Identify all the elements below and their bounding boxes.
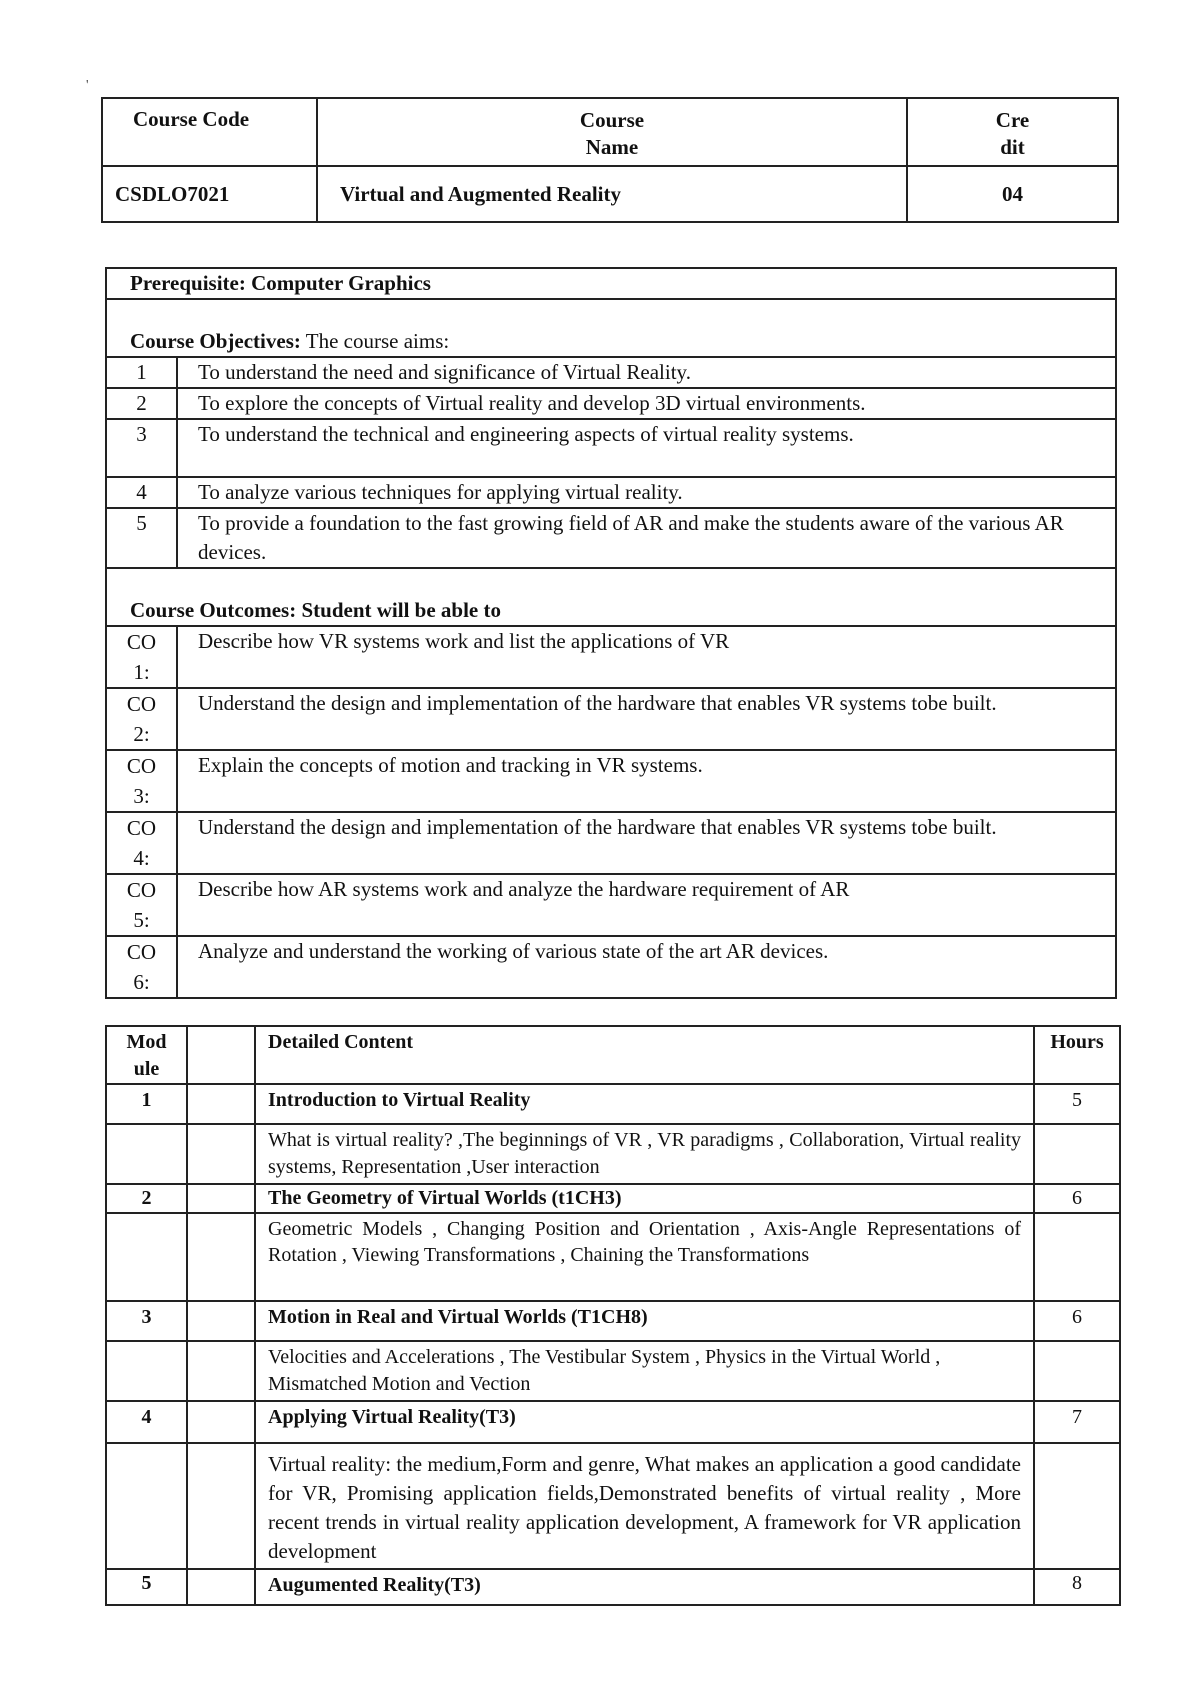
module-title-row [106, 1184, 1120, 1213]
module-header: Mod ule [106, 1026, 187, 1084]
objective-text: To provide a foundation to the fast growing field of AR and make the students aware of the various AR devices. [177, 508, 1116, 568]
objective-row [106, 419, 1116, 477]
module-content: Geometric Models , Changing Position and Orientation , Axis-Angle Representations of Rotation , Viewing Transformations , Chaining the Transformations [255, 1213, 1034, 1301]
content-header: Detailed Content [255, 1026, 1034, 1084]
blank-cell [187, 1443, 255, 1569]
course-code-header: Course Code [102, 98, 317, 166]
outcome-label: CO 5: [106, 874, 177, 936]
outcome-row [106, 936, 1116, 998]
module-hours: 6 [1034, 1301, 1120, 1341]
module-content: What is virtual reality? ,The beginnings of VR , VR paradigms , Collaboration, Virtual reality systems, Representation ,User interaction [255, 1124, 1034, 1184]
module-number: 5 [106, 1569, 187, 1605]
course-table [101, 97, 1119, 223]
outcome-row [106, 750, 1116, 812]
module-title: Augumented Reality(T3) [255, 1569, 1034, 1605]
module-hours: 6 [1034, 1184, 1120, 1213]
page-mark: ' [86, 78, 89, 93]
objective-text: To explore the concepts of Virtual reality and develop 3D virtual environments. [177, 388, 1116, 419]
blank-cell [106, 1213, 187, 1301]
outcome-row [106, 626, 1116, 688]
blank-cell [187, 1213, 255, 1301]
blank-cell [1034, 1341, 1120, 1401]
objective-number: 3 [106, 419, 177, 477]
course-code-value: CSDLO7021 [102, 166, 317, 222]
module-content: Velocities and Accelerations , The Vestibular System , Physics in the Virtual World , Mismatched Motion and Vection [255, 1341, 1034, 1401]
objective-row [106, 388, 1116, 419]
blank-cell [1034, 1213, 1120, 1301]
outcome-row [106, 688, 1116, 750]
outcome-text: Describe how AR systems work and analyze the hardware requirement of AR [177, 874, 1116, 936]
outcome-label: CO 1: [106, 626, 177, 688]
outcome-label: CO 2: [106, 688, 177, 750]
modules-table [105, 1025, 1121, 1606]
module-title-row [106, 1569, 1120, 1605]
outcome-text: Explain the concepts of motion and tracking in VR systems. [177, 750, 1116, 812]
blank-cell [187, 1124, 255, 1184]
module-title: The Geometry of Virtual Worlds (t1CH3) [255, 1184, 1034, 1213]
outcome-label: CO 3: [106, 750, 177, 812]
module-title-row [106, 1084, 1120, 1124]
module-content-row [106, 1341, 1120, 1401]
objective-row [106, 508, 1116, 568]
outcomes-heading: Course Outcomes: Student will be able to [106, 568, 1116, 626]
blank-column-header [187, 1026, 255, 1084]
objectives-outcomes-table [105, 267, 1117, 999]
module-hours: 8 [1034, 1569, 1120, 1605]
module-content-row [106, 1213, 1120, 1301]
module-title: Introduction to Virtual Reality [255, 1084, 1034, 1124]
blank-cell [187, 1569, 255, 1605]
module-number: 2 [106, 1184, 187, 1213]
hours-header: Hours [1034, 1026, 1120, 1084]
objective-number: 2 [106, 388, 177, 419]
blank-cell [106, 1341, 187, 1401]
outcomes-heading-row [106, 568, 1116, 626]
module-content-row [106, 1443, 1120, 1569]
credit-value: 04 [907, 166, 1118, 222]
prerequisite-row [106, 268, 1116, 299]
blank-cell [106, 1443, 187, 1569]
module-title: Motion in Real and Virtual Worlds (T1CH8) [255, 1301, 1034, 1341]
objective-number: 5 [106, 508, 177, 568]
objective-number: 4 [106, 477, 177, 508]
modules-header-row [106, 1026, 1120, 1084]
blank-cell [106, 1124, 187, 1184]
objectives-heading: Course Objectives: The course aims: [106, 299, 1116, 357]
module-hours: 5 [1034, 1084, 1120, 1124]
objective-row [106, 477, 1116, 508]
module-number: 4 [106, 1401, 187, 1443]
blank-cell [1034, 1443, 1120, 1569]
objective-text: To analyze various techniques for applying virtual reality. [177, 477, 1116, 508]
course-value-row [102, 166, 1118, 222]
course-header-row [102, 98, 1118, 166]
outcome-text: Analyze and understand the working of various state of the art AR devices. [177, 936, 1116, 998]
module-number: 1 [106, 1084, 187, 1124]
module-title-row [106, 1301, 1120, 1341]
objective-text: To understand the need and significance of Virtual Reality. [177, 357, 1116, 388]
module-title: Applying Virtual Reality(T3) [255, 1401, 1034, 1443]
outcome-text: Describe how VR systems work and list the applications of VR [177, 626, 1116, 688]
module-hours: 7 [1034, 1401, 1120, 1443]
objective-row [106, 357, 1116, 388]
module-content-row [106, 1124, 1120, 1184]
outcome-label: CO 6: [106, 936, 177, 998]
objective-number: 1 [106, 357, 177, 388]
blank-cell [187, 1301, 255, 1341]
objective-text: To understand the technical and engineering aspects of virtual reality systems. [177, 419, 1116, 477]
outcome-label: CO 4: [106, 812, 177, 874]
course-name-header: Course Name [317, 98, 907, 166]
outcome-text: Understand the design and implementation of the hardware that enables VR systems tobe built. [177, 688, 1116, 750]
prerequisite: Prerequisite: Computer Graphics [106, 268, 1116, 299]
module-number: 3 [106, 1301, 187, 1341]
module-title-row [106, 1401, 1120, 1443]
blank-cell [1034, 1124, 1120, 1184]
outcome-text: Understand the design and implementation of the hardware that enables VR systems tobe built. [177, 812, 1116, 874]
blank-cell [187, 1084, 255, 1124]
objectives-heading-row [106, 299, 1116, 357]
blank-cell [187, 1184, 255, 1213]
outcome-row [106, 812, 1116, 874]
blank-cell [187, 1341, 255, 1401]
credit-header: Cre dit [907, 98, 1118, 166]
course-name-value: Virtual and Augmented Reality [317, 166, 907, 222]
outcome-row [106, 874, 1116, 936]
module-content: Virtual reality: the medium,Form and genre, What makes an application a good candidate for VR, Promising application fields,Demonstrated benefits of virtual reality , More recent trends in virtual reality application development, A framework for VR application development [255, 1443, 1034, 1569]
blank-cell [187, 1401, 255, 1443]
